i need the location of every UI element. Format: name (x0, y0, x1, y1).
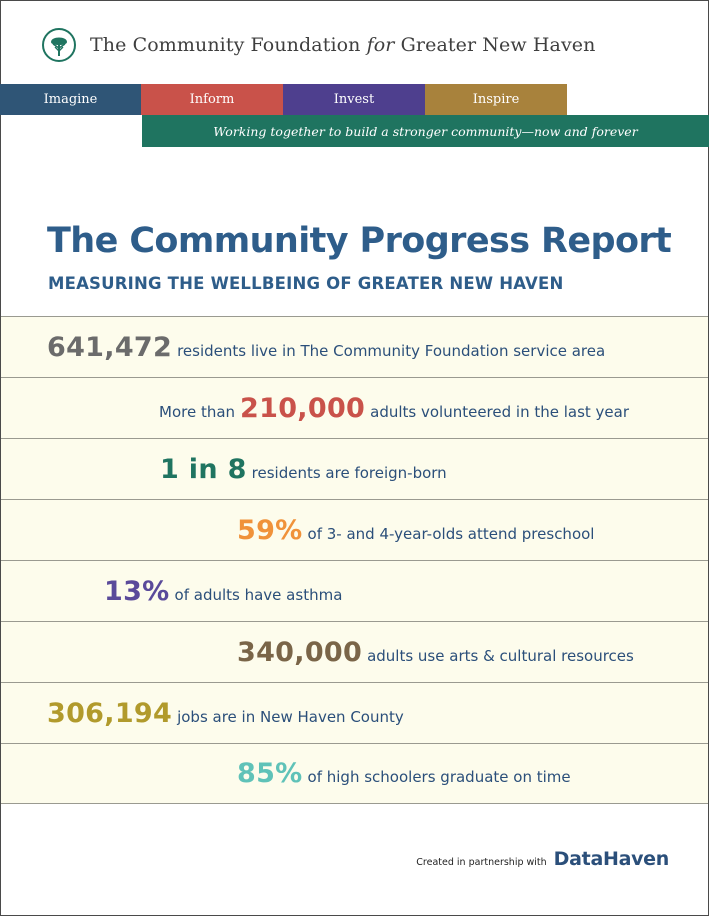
page-subtitle: MEASURING THE WELLBEING OF GREATER NEW HAVEN (48, 274, 564, 293)
stat-description: of adults have asthma (174, 585, 343, 604)
page-title: The Community Progress Report (47, 221, 672, 261)
stat-content (237, 758, 571, 789)
stats-list (1, 316, 708, 804)
stat-content (237, 515, 594, 546)
org-name-for: for (366, 34, 395, 56)
stat-content (104, 576, 342, 607)
stat-row (1, 499, 708, 560)
stat-content (160, 454, 447, 485)
stat-description: residents live in The Community Foundation service area (177, 341, 606, 360)
stat-description: adults use arts & cultural resources (367, 646, 634, 665)
nav-item-inspire[interactable]: Inspire (425, 84, 567, 115)
tree-icon (42, 28, 76, 62)
org-name-post: Greater New Haven (400, 34, 596, 56)
partner-logo-datahaven[interactable]: DataHaven (553, 848, 669, 870)
stat-content (159, 393, 629, 424)
tagline-banner: Working together to build a stronger community—now and forever (142, 115, 709, 147)
footer-credit: Created in partnership with (416, 857, 547, 868)
stat-value: 13% (104, 575, 170, 607)
stat-description: residents are foreign-born (251, 463, 447, 482)
stat-value: 306,194 (47, 697, 173, 729)
stat-description: jobs are in New Haven County (177, 707, 404, 726)
stat-content (47, 698, 404, 729)
stat-value: 210,000 (240, 392, 366, 424)
nav-item-imagine[interactable]: Imagine (0, 84, 141, 115)
stat-row (1, 316, 708, 377)
stat-row (1, 438, 708, 499)
stat-description: adults volunteered in the last year (370, 402, 630, 421)
org-name (90, 34, 595, 56)
nav-bar (0, 84, 567, 115)
stat-content (237, 637, 634, 668)
stat-value: 59% (237, 514, 303, 546)
stat-description: of 3- and 4-year-olds attend preschool (307, 524, 595, 543)
stat-content (47, 332, 605, 363)
stat-value: 340,000 (237, 636, 363, 668)
stat-description: of high schoolers graduate on time (307, 768, 571, 786)
stat-value: 85% (237, 758, 303, 789)
stat-prefix: More than (159, 402, 236, 421)
stat-row (1, 377, 708, 438)
nav-item-invest[interactable]: Invest (283, 84, 425, 115)
stat-row (1, 682, 708, 743)
header (42, 27, 595, 63)
footer (416, 848, 669, 870)
stat-row (1, 560, 708, 621)
stat-row (1, 743, 708, 804)
nav-item-inform[interactable]: Inform (141, 84, 283, 115)
org-name-pre: The Community Foundation (90, 34, 361, 56)
stat-value: 1 in 8 (160, 453, 247, 485)
stat-value: 641,472 (47, 331, 173, 363)
stat-row (1, 621, 708, 682)
